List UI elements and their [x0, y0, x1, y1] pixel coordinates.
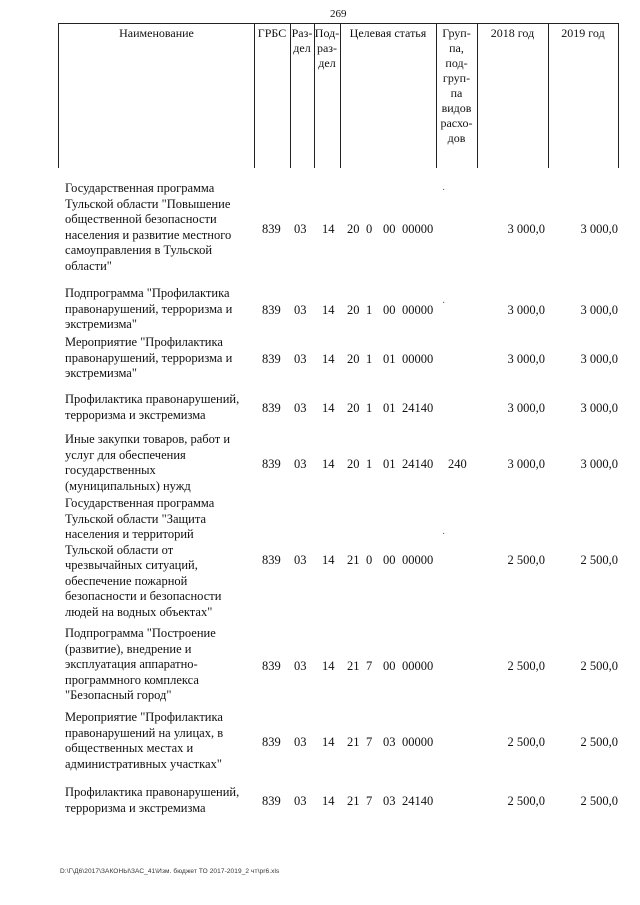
- header-divider: [340, 23, 341, 168]
- scan-speck: ·: [442, 529, 446, 540]
- header-podrazdel: Под- раз- дел: [314, 26, 340, 70]
- row-name: Подпрограмма "Построение (развитие), внедрение и эксплуатация аппаратно- программного комплекса "Безопасный город": [65, 626, 216, 702]
- row-target-direction: 00000: [402, 659, 434, 673]
- row-amount-2018: 2 500,0: [507, 794, 545, 808]
- row-podrazdel: 14: [322, 659, 335, 673]
- row-razdel: 03: [294, 735, 307, 749]
- row-name: Мероприятие "Профилактика правонарушений, терроризма и экстремизма": [65, 335, 233, 380]
- row-podrazdel: 14: [322, 222, 335, 236]
- row-podrazdel: 14: [322, 457, 335, 471]
- header-top-border: [59, 23, 618, 24]
- row-target-subprogram: 7: [366, 735, 373, 749]
- row-target-subprogram: 1: [366, 457, 373, 471]
- row-podrazdel: 14: [322, 352, 335, 366]
- row-target-direction: 00000: [402, 303, 434, 317]
- row-grbs: 839: [262, 222, 281, 236]
- row-name: Профилактика правонарушений, терроризма и экстремизма: [65, 785, 240, 815]
- row-target-subprogram: 0: [366, 222, 373, 236]
- page-number: 269: [330, 8, 347, 20]
- header-razdel: Раз- дел: [291, 26, 313, 55]
- row-expense-group: 240: [448, 457, 467, 471]
- row-target-event: 00: [383, 222, 396, 236]
- row-target-direction: 24140: [402, 401, 434, 415]
- row-target-direction: 00000: [402, 735, 434, 749]
- row-razdel: 03: [294, 659, 307, 673]
- row-amount-2018: 2 500,0: [507, 735, 545, 749]
- row-target-program: 21: [347, 659, 360, 673]
- row-grbs: 839: [262, 553, 281, 567]
- row-target-event: 01: [383, 352, 396, 366]
- header-expense-group: Груп- па, под- груп- па видов расхо- дов: [440, 26, 473, 145]
- row-amount-2018: 3 000,0: [507, 352, 545, 366]
- row-target-direction: 00000: [402, 222, 434, 236]
- row-target-event: 03: [383, 794, 396, 808]
- row-amount-2018: 3 000,0: [507, 303, 545, 317]
- table-header: [58, 23, 619, 168]
- row-podrazdel: 14: [322, 401, 335, 415]
- row-target-program: 21: [347, 553, 360, 567]
- row-target-subprogram: 1: [366, 303, 373, 317]
- row-grbs: 839: [262, 659, 281, 673]
- row-name: Профилактика правонарушений, терроризма и экстремизма: [65, 392, 240, 422]
- row-podrazdel: 14: [322, 553, 335, 567]
- row-target-event: 00: [383, 553, 396, 567]
- row-razdel: 03: [294, 401, 307, 415]
- row-target-event: 00: [383, 303, 396, 317]
- row-razdel: 03: [294, 303, 307, 317]
- header-year-2019: 2019 год: [561, 26, 605, 40]
- row-target-direction: 00000: [402, 352, 434, 366]
- row-amount-2019: 2 500,0: [580, 659, 618, 673]
- header-divider: [548, 23, 549, 168]
- row-razdel: 03: [294, 794, 307, 808]
- row-name: Государственная программа Тульской области "Повышение общественной безопасности населения и развитие местного самоуправления в Тульской области": [65, 181, 232, 273]
- scan-speck: ·: [442, 185, 446, 196]
- row-grbs: 839: [262, 303, 281, 317]
- row-razdel: 03: [294, 222, 307, 236]
- header-divider: [254, 23, 255, 168]
- row-target-program: 20: [347, 457, 360, 471]
- header-name: Наименование: [119, 26, 194, 40]
- row-target-event: 03: [383, 735, 396, 749]
- row-target-subprogram: 1: [366, 401, 373, 415]
- row-target-event: 01: [383, 457, 396, 471]
- row-target-direction: 24140: [402, 457, 434, 471]
- row-razdel: 03: [294, 457, 307, 471]
- row-name: Иные закупки товаров, работ и услуг для обеспечения государственных (муниципальных) нужд: [65, 432, 231, 493]
- scan-speck: ·: [442, 298, 446, 309]
- row-target-program: 21: [347, 794, 360, 808]
- row-target-subprogram: 7: [366, 794, 373, 808]
- header-grbs: ГРБС: [257, 26, 287, 40]
- row-target-event: 01: [383, 401, 396, 415]
- row-name: Государственная программа Тульской области "Защита населения и территорий Тульской области от чрезвычайных ситуаций, обеспечение пожарной безопасности и безопасности людей на водных объектах": [65, 496, 222, 619]
- row-razdel: 03: [294, 553, 307, 567]
- header-year-2018: 2018 год: [490, 26, 535, 40]
- row-amount-2018: 2 500,0: [507, 553, 545, 567]
- row-target-program: 20: [347, 401, 360, 415]
- row-name: Мероприятие "Профилактика правонарушений на улицах, в общественных местах и административных участках": [65, 710, 224, 771]
- row-grbs: 839: [262, 457, 281, 471]
- row-amount-2019: 2 500,0: [580, 553, 618, 567]
- row-amount-2019: 3 000,0: [580, 401, 618, 415]
- row-amount-2019: 3 000,0: [580, 222, 618, 236]
- row-grbs: 839: [262, 352, 281, 366]
- file-path-footer: D:\Г\Д6\2017\ЗАКОНЫ\ЗАС_41\Изм. бюджет ТО 2017-2019_2 чт\pr6.xls: [60, 868, 280, 875]
- row-amount-2018: 3 000,0: [507, 401, 545, 415]
- row-target-program: 20: [347, 352, 360, 366]
- row-amount-2019: 3 000,0: [580, 303, 618, 317]
- row-razdel: 03: [294, 352, 307, 366]
- row-amount-2018: 3 000,0: [507, 222, 545, 236]
- row-target-program: 21: [347, 735, 360, 749]
- row-amount-2019: 2 500,0: [580, 735, 618, 749]
- row-target-subprogram: 0: [366, 553, 373, 567]
- row-amount-2019: 3 000,0: [580, 352, 618, 366]
- row-grbs: 839: [262, 735, 281, 749]
- row-podrazdel: 14: [322, 735, 335, 749]
- row-podrazdel: 14: [322, 303, 335, 317]
- row-target-program: 20: [347, 303, 360, 317]
- row-amount-2019: 3 000,0: [580, 457, 618, 471]
- header-target-article: Целевая статья: [349, 26, 427, 40]
- row-amount-2018: 2 500,0: [507, 659, 545, 673]
- row-name: Подпрограмма "Профилактика правонарушений, терроризма и экстремизма": [65, 286, 233, 331]
- row-grbs: 839: [262, 794, 281, 808]
- row-target-direction: 00000: [402, 553, 434, 567]
- row-target-program: 20: [347, 222, 360, 236]
- header-divider: [477, 23, 478, 168]
- row-target-subprogram: 7: [366, 659, 373, 673]
- row-amount-2019: 2 500,0: [580, 794, 618, 808]
- row-amount-2018: 3 000,0: [507, 457, 545, 471]
- row-target-event: 00: [383, 659, 396, 673]
- row-podrazdel: 14: [322, 794, 335, 808]
- row-grbs: 839: [262, 401, 281, 415]
- row-target-direction: 24140: [402, 794, 434, 808]
- row-target-subprogram: 1: [366, 352, 373, 366]
